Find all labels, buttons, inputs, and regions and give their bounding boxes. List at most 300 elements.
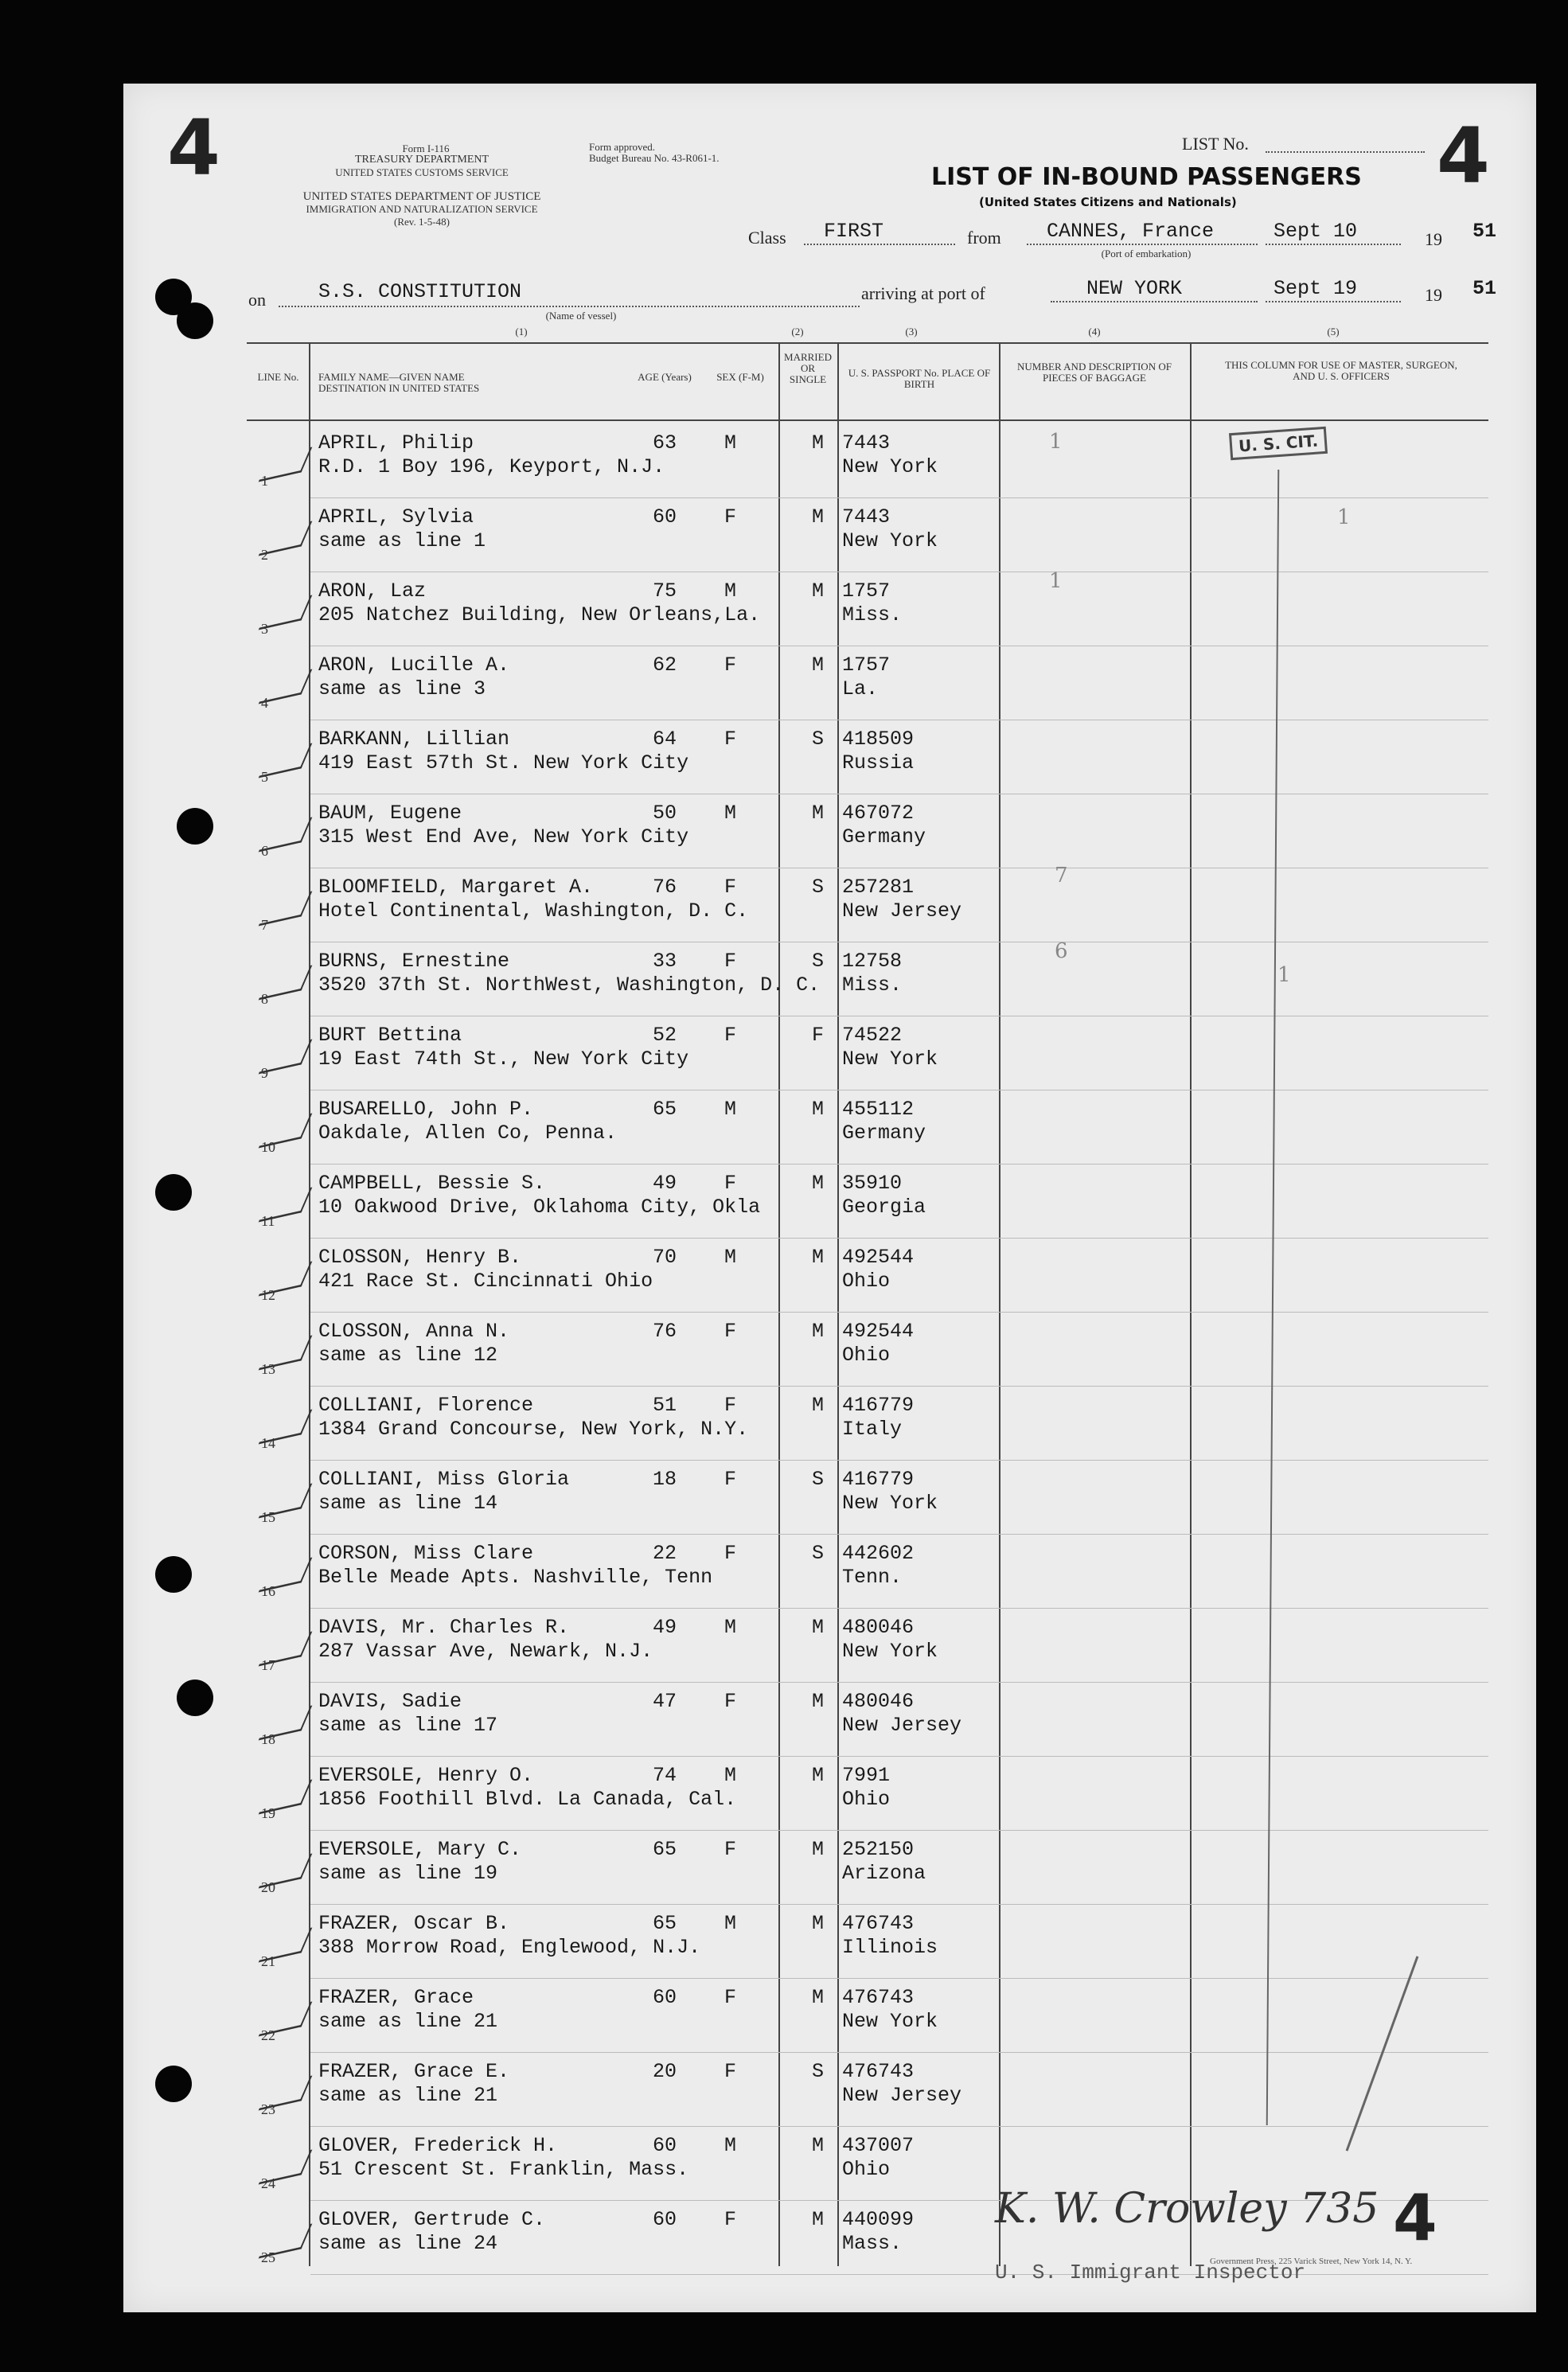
line-number: 17 (261, 1657, 275, 1673)
passenger-age: 20 (653, 2060, 677, 2083)
check-mark (259, 1483, 313, 1518)
check-mark (259, 891, 313, 926)
passport-number: 7991 (842, 1764, 891, 1787)
passenger-name: EVERSOLE, Henry O. (318, 1764, 534, 1787)
passenger-age: 63 (653, 431, 677, 455)
pencil-mark: 1 (1337, 505, 1351, 529)
passport-number: 1757 (842, 579, 891, 603)
passenger-name: APRIL, Sylvia (318, 505, 474, 529)
passport-number: 437007 (842, 2134, 915, 2157)
passenger-table (247, 342, 1488, 2266)
vessel-name: S.S. CONSTITUTION (318, 280, 522, 303)
passport-number: 455112 (842, 1098, 915, 1121)
check-mark (259, 1039, 313, 1074)
passenger-marital: M (812, 1912, 825, 1935)
punch-hole (177, 302, 213, 339)
inspector-signature: K. W. Crowley 735 (995, 2185, 1379, 2233)
passenger-destination: 19 East 74th St., New York City (318, 1048, 689, 1071)
inspector-label: U. S. Immigrant Inspector (995, 2261, 1306, 2284)
passenger-destination: same as line 24 (318, 2232, 498, 2255)
passenger-destination: 3520 37th St. NorthWest, Washington, D. C. (318, 973, 821, 997)
table-row (261, 720, 1488, 794)
passenger-age: 65 (653, 1838, 677, 1861)
passenger-age: 64 (653, 728, 677, 751)
line-number: 5 (261, 769, 268, 785)
arriving-label: arriving at port of (861, 283, 985, 303)
line-number: 25 (261, 2249, 275, 2265)
passport-number: 476743 (842, 2060, 915, 2083)
line-number: 24 (261, 2175, 275, 2191)
line-number: 23 (261, 2101, 275, 2117)
revision: (Rev. 1-5-48) (394, 216, 450, 228)
from-dotline (1027, 244, 1258, 245)
passenger-age: 49 (653, 1616, 677, 1639)
passenger-name: FRAZER, Oscar B. (318, 1912, 510, 1935)
passenger-name: CLOSSON, Anna N. (318, 1320, 510, 1343)
table-row (261, 572, 1488, 646)
bottom-number: 4 (1393, 2181, 1437, 2255)
passenger-marital: M (812, 653, 825, 677)
list-dotline (1266, 151, 1425, 153)
line-number: 14 (261, 1435, 275, 1451)
passenger-age: 18 (653, 1468, 677, 1491)
passenger-destination: 388 Morrow Road, Englewood, N.J. (318, 1936, 701, 1959)
port-dotline (1051, 301, 1258, 302)
passenger-destination: 419 East 57th St. New York City (318, 751, 689, 774)
passenger-age: 62 (653, 653, 677, 677)
passenger-name: GLOVER, Frederick H. (318, 2134, 558, 2157)
vessel-note: (Name of vessel) (545, 310, 617, 322)
line-number: 15 (261, 1509, 275, 1525)
table-row (261, 1164, 1488, 1239)
check-mark (259, 1927, 313, 1962)
place-of-birth: Arizona (842, 1862, 926, 1885)
table-row (261, 646, 1488, 720)
table-row (261, 942, 1488, 1016)
place-of-birth: New York (842, 455, 938, 478)
passport-number: 252150 (842, 1838, 915, 1861)
depart-date: Sept 10 (1274, 220, 1358, 243)
place-of-birth: New Jersey (842, 899, 962, 923)
passenger-age: 60 (653, 2134, 677, 2157)
table-row (261, 1904, 1488, 1979)
place-of-birth: Miss. (842, 973, 903, 997)
passenger-destination: same as line 21 (318, 2010, 498, 2033)
passenger-sex: F (724, 1838, 737, 1861)
place-of-birth: New Jersey (842, 2084, 962, 2107)
place-of-birth: Italy (842, 1418, 903, 1441)
passenger-destination: 51 Crescent St. Franklin, Mass. (318, 2158, 689, 2181)
place-of-birth: New York (842, 2010, 938, 2033)
passenger-sex: F (724, 876, 737, 899)
passenger-age: 51 (653, 1394, 677, 1417)
passenger-sex: F (724, 1320, 737, 1343)
passenger-name: BARKANN, Lillian (318, 728, 510, 751)
page-subtitle: (United States Citizens and Nationals) (979, 195, 1237, 209)
passenger-marital: M (812, 1172, 825, 1195)
passenger-sex: F (724, 1394, 737, 1417)
arrival-dotline (1266, 301, 1401, 302)
embark-port: CANNES, France (1047, 220, 1215, 243)
punch-hole (155, 1556, 192, 1593)
passport-number: 467072 (842, 802, 915, 825)
place-of-birth: New York (842, 1640, 938, 1663)
check-mark (259, 1631, 313, 1666)
passenger-destination: 1856 Foothill Blvd. La Canada, Cal. (318, 1788, 737, 1811)
passenger-age: 74 (653, 1764, 677, 1787)
passenger-marital: S (812, 876, 825, 899)
table-row (261, 1386, 1488, 1461)
table-row (261, 1608, 1488, 1683)
line-number: 6 (261, 843, 268, 859)
passport-number: 480046 (842, 1690, 915, 1713)
line-number: 2 (261, 547, 268, 563)
passenger-sex: F (724, 950, 737, 973)
check-mark (259, 2149, 313, 2184)
check-mark (259, 1705, 313, 1740)
passenger-marital: S (812, 2060, 825, 2083)
passenger-age: 47 (653, 1690, 677, 1713)
place-of-birth: La. (842, 677, 879, 700)
passport-number: 476743 (842, 1912, 915, 1935)
passenger-marital: M (812, 1394, 825, 1417)
passenger-name: COLLIANI, Miss Gloria (318, 1468, 570, 1491)
passport-number: 12758 (842, 950, 903, 973)
place-of-birth: Germany (842, 825, 926, 849)
class-label: Class (748, 228, 786, 248)
col-num-2: (2) (791, 326, 804, 337)
table-row (261, 1534, 1488, 1609)
passenger-destination: same as line 12 (318, 1344, 498, 1367)
passenger-marital: S (812, 950, 825, 973)
col-header-married: MARRIED OR SINGLE (784, 351, 832, 385)
pencil-mark: 1 (1277, 963, 1291, 987)
passport-number: 440099 (842, 2208, 915, 2231)
passenger-name: BURNS, Ernestine (318, 950, 510, 973)
table-row (261, 1978, 1488, 2053)
punch-hole (155, 1174, 192, 1211)
passenger-name: GLOVER, Gertrude C. (318, 2208, 546, 2231)
place-of-birth: Germany (842, 1122, 926, 1145)
passenger-name: DAVIS, Sadie (318, 1690, 462, 1713)
list-label: LIST No. (1182, 134, 1249, 154)
line-number: 21 (261, 1953, 275, 1969)
passenger-marital: M (812, 1246, 825, 1269)
date-dotline (1266, 244, 1401, 245)
passenger-age: 52 (653, 1024, 677, 1047)
passenger-sex: F (724, 2060, 737, 2083)
class-value: FIRST (824, 220, 884, 243)
line-number: 3 (261, 621, 268, 637)
budget-bureau: Budget Bureau No. 43-R061-1. (589, 152, 720, 164)
passenger-name: DAVIS, Mr. Charles R. (318, 1616, 570, 1639)
passenger-sex: F (724, 505, 737, 529)
passenger-age: 60 (653, 1986, 677, 2009)
check-mark (259, 743, 313, 778)
place-of-birth: New Jersey (842, 1714, 962, 1737)
table-row (261, 1756, 1488, 1831)
place-of-birth: New York (842, 529, 938, 552)
passenger-age: 76 (653, 1320, 677, 1343)
passenger-destination: 10 Oakwood Drive, Oklahoma City, Okla (318, 1196, 761, 1219)
passport-number: 416779 (842, 1394, 915, 1417)
year-prefix: 19 (1425, 229, 1442, 249)
col-header-passport: U. S. PASSPORT No. PLACE OF BIRTH (848, 367, 991, 390)
passenger-destination: same as line 19 (318, 1862, 498, 1885)
pencil-mark: 7 (1055, 864, 1068, 888)
passenger-marital: M (812, 1098, 825, 1121)
check-mark (259, 1187, 313, 1222)
passenger-destination: 1384 Grand Concourse, New York, N.Y. (318, 1418, 749, 1441)
passenger-name: EVERSOLE, Mary C. (318, 1838, 522, 1861)
passenger-destination: same as line 21 (318, 2084, 498, 2107)
passenger-age: 70 (653, 1246, 677, 1269)
passenger-sex: F (724, 653, 737, 677)
place-of-birth: Tenn. (842, 1566, 903, 1589)
line-number: 4 (261, 695, 268, 711)
place-of-birth: Ohio (842, 1270, 891, 1293)
pencil-mark: 1 (1049, 569, 1063, 593)
passenger-sex: M (724, 802, 737, 825)
passport-number: 416779 (842, 1468, 915, 1491)
passenger-age: 76 (653, 876, 677, 899)
passenger-destination: 205 Natchez Building, New Orleans,La. (318, 603, 761, 626)
arrival-port: NEW YORK (1086, 277, 1183, 300)
col-header-age: AGE (Years) (638, 371, 692, 383)
left-list-number: 4 (167, 103, 220, 193)
line-number: 16 (261, 1583, 275, 1599)
from-label: from (967, 228, 1001, 248)
check-mark (259, 1335, 313, 1370)
check-mark (259, 2075, 313, 2110)
passenger-sex: F (724, 1468, 737, 1491)
passenger-destination: same as line 1 (318, 529, 486, 552)
place-of-birth: Illinois (842, 1936, 938, 1959)
check-mark (259, 447, 313, 482)
passenger-sex: F (724, 1690, 737, 1713)
place-of-birth: Ohio (842, 2158, 891, 2181)
passenger-name: BAUM, Eugene (318, 802, 462, 825)
passport-number: 492544 (842, 1320, 915, 1343)
passport-number: 480046 (842, 1616, 915, 1639)
check-mark (259, 817, 313, 852)
place-of-birth: Georgia (842, 1196, 926, 1219)
table-row (261, 1830, 1488, 1905)
line-number: 22 (261, 2027, 275, 2043)
us-citizen-stamp: U. S. CIT. (1229, 427, 1328, 460)
passenger-marital: M (812, 1616, 825, 1639)
passenger-marital: M (812, 505, 825, 529)
passenger-age: 75 (653, 579, 677, 603)
passenger-sex: F (724, 1542, 737, 1565)
check-mark (259, 2001, 313, 2036)
passenger-name: COLLIANI, Florence (318, 1394, 534, 1417)
on-label: on (248, 290, 266, 310)
col-header-sex: SEX (F-M) (716, 371, 764, 383)
passenger-marital: S (812, 1468, 825, 1491)
line-number: 12 (261, 1287, 275, 1303)
form-number: Form I-116 (402, 142, 450, 154)
passenger-marital: M (812, 2208, 825, 2231)
check-mark (259, 669, 313, 704)
col-header-officers: THIS COLUMN FOR USE OF MASTER, SURGEON, AND U. S. OFFICERS (1225, 359, 1457, 382)
table-row (261, 1090, 1488, 1165)
passenger-sex: F (724, 728, 737, 751)
line-number: 13 (261, 1361, 275, 1377)
passenger-destination: R.D. 1 Boy 196, Keyport, N.J. (318, 455, 665, 478)
passenger-destination: Belle Meade Apts. Nashville, Tenn (318, 1566, 713, 1589)
passenger-age: 60 (653, 505, 677, 529)
passenger-destination: 315 West End Ave, New York City (318, 825, 689, 849)
passenger-destination: same as line 3 (318, 677, 486, 700)
passenger-sex: F (724, 2208, 737, 2231)
passenger-marital: M (812, 431, 825, 455)
treasury-dept: TREASURY DEPARTMENT (354, 154, 490, 166)
table-row (261, 1682, 1488, 1757)
passenger-marital: F (812, 1024, 825, 1047)
passenger-sex: M (724, 579, 737, 603)
check-mark (259, 1113, 313, 1148)
check-mark (259, 965, 313, 1000)
passenger-marital: M (812, 579, 825, 603)
place-of-birth: Miss. (842, 603, 903, 626)
form-approved: Form approved. (589, 141, 656, 153)
passenger-marital: M (812, 1320, 825, 1343)
passenger-name: CAMPBELL, Bessie S. (318, 1172, 546, 1195)
embark-note: (Port of embarkation) (1101, 248, 1192, 259)
passenger-destination: Hotel Continental, Washington, D. C. (318, 899, 749, 923)
punch-hole (177, 1680, 213, 1716)
passenger-name: FRAZER, Grace (318, 1986, 474, 2009)
passenger-sex: F (724, 1172, 737, 1195)
passenger-destination: 421 Race St. Cincinnati Ohio (318, 1270, 653, 1293)
passenger-sex: M (724, 1616, 737, 1639)
passenger-marital: S (812, 1542, 825, 1565)
vessel-dotline (279, 306, 860, 307)
line-number: 7 (261, 917, 268, 933)
depart-year: 51 (1472, 220, 1497, 243)
check-mark (259, 521, 313, 556)
check-mark (259, 2223, 313, 2258)
passenger-name: ARON, Laz (318, 579, 427, 603)
passenger-name: CORSON, Miss Clare (318, 1542, 534, 1565)
passenger-age: 65 (653, 1912, 677, 1935)
col-header-name: FAMILY NAME—GIVEN NAME DESTINATION IN UNITED STATES (318, 371, 480, 394)
line-number: 1 (261, 473, 268, 489)
check-mark (259, 1261, 313, 1296)
passenger-name: ARON, Lucille A. (318, 653, 510, 677)
passenger-age: 49 (653, 1172, 677, 1195)
passenger-age: 33 (653, 950, 677, 973)
passenger-marital: M (812, 1764, 825, 1787)
year-prefix-2: 19 (1425, 285, 1442, 305)
passenger-name: CLOSSON, Henry B. (318, 1246, 522, 1269)
passenger-destination: same as line 17 (318, 1714, 498, 1737)
passport-number: 418509 (842, 728, 915, 751)
line-number: 8 (261, 991, 268, 1007)
passport-number: 1757 (842, 653, 891, 677)
header-rule (247, 419, 1488, 421)
table-row (261, 1460, 1488, 1535)
line-number: 11 (261, 1213, 275, 1229)
passenger-destination: same as line 14 (318, 1492, 498, 1515)
check-mark (259, 595, 313, 630)
passenger-marital: M (812, 1986, 825, 2009)
passenger-marital: M (812, 2134, 825, 2157)
check-mark (259, 1409, 313, 1444)
col-num-1: (1) (515, 326, 528, 337)
table-row (261, 1016, 1488, 1090)
line-number: 20 (261, 1879, 275, 1895)
passport-number: 7443 (842, 505, 891, 529)
table-row (261, 2052, 1488, 2127)
table-row (261, 868, 1488, 942)
justice-dept: UNITED STATES DEPARTMENT OF JUSTICE (302, 190, 541, 203)
passenger-sex: M (724, 2134, 737, 2157)
table-row (261, 1312, 1488, 1387)
passenger-age: 50 (653, 802, 677, 825)
passenger-destination: 287 Vassar Ave, Newark, N.J. (318, 1640, 653, 1663)
passport-number: 74522 (842, 1024, 903, 1047)
place-of-birth: New York (842, 1048, 938, 1071)
passenger-sex: M (724, 1246, 737, 1269)
passenger-name: BURT Bettina (318, 1024, 462, 1047)
place-of-birth: Ohio (842, 1344, 891, 1367)
passenger-sex: F (724, 1986, 737, 2009)
list-number: 4 (1437, 111, 1490, 201)
passenger-sex: F (724, 1024, 737, 1047)
check-mark (259, 1853, 313, 1888)
passenger-name: APRIL, Philip (318, 431, 474, 455)
passenger-name: FRAZER, Grace E. (318, 2060, 510, 2083)
line-number: 19 (261, 1805, 275, 1821)
passenger-destination: Oakdale, Allen Co, Penna. (318, 1122, 618, 1145)
table-row (261, 1238, 1488, 1313)
page-title: LIST OF IN-BOUND PASSENGERS (931, 163, 1362, 191)
customs-service: UNITED STATES CUSTOMS SERVICE (335, 166, 509, 178)
passport-number: 476743 (842, 1986, 915, 2009)
col-header-line: LINE No. (257, 371, 299, 383)
col-num-4: (4) (1088, 326, 1101, 337)
arrival-date: Sept 19 (1274, 277, 1358, 300)
passenger-marital: M (812, 1838, 825, 1861)
passport-number: 442602 (842, 1542, 915, 1565)
punch-hole (177, 808, 213, 845)
check-mark (259, 1557, 313, 1592)
passenger-name: BUSARELLO, John P. (318, 1098, 534, 1121)
class-dotline (804, 244, 955, 245)
col-num-3: (3) (905, 326, 918, 337)
line-number: 18 (261, 1731, 275, 1747)
passenger-sex: M (724, 1764, 737, 1787)
table-row (261, 497, 1488, 572)
place-of-birth: Russia (842, 751, 915, 774)
passenger-marital: S (812, 728, 825, 751)
line-number: 9 (261, 1065, 268, 1081)
passenger-sex: M (724, 1912, 737, 1935)
line-number: 10 (261, 1139, 275, 1155)
place-of-birth: Ohio (842, 1788, 891, 1811)
place-of-birth: New York (842, 1492, 938, 1515)
place-of-birth: Mass. (842, 2232, 903, 2255)
col-num-5: (5) (1327, 326, 1340, 337)
passport-number: 35910 (842, 1172, 903, 1195)
punch-hole (155, 2066, 192, 2102)
passport-number: 7443 (842, 431, 891, 455)
arrival-year: 51 (1472, 277, 1497, 300)
passenger-sex: M (724, 1098, 737, 1121)
table-row (261, 794, 1488, 868)
